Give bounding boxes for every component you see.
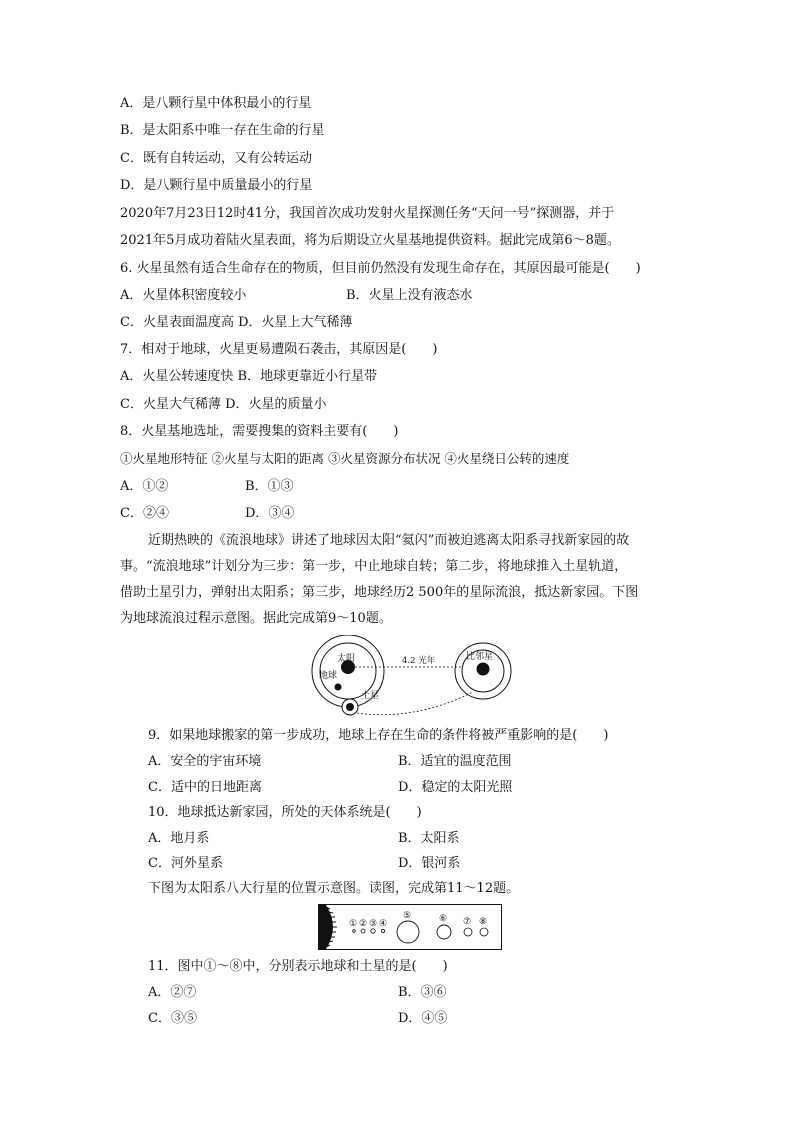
proxima-label: 比邻星 bbox=[466, 652, 494, 662]
question-6-option-a: A．火星体积密度较小 bbox=[120, 288, 247, 303]
planet-label-1: ① bbox=[349, 919, 358, 929]
intro-earth-line3: 借助土星引力，弹射出太阳系；第三步，地球经历2 500年的星际流浪，抵达新家园。下图 bbox=[120, 585, 639, 600]
question-6-stem: 6. 火星虽然有适合生命存在的物质，但目前仍然没有发现生命存在，其原因最可能是( ) bbox=[120, 261, 641, 276]
question-11-stem: 11．图中①～⑧中，分别表示地球和土星的是( ) bbox=[148, 959, 448, 974]
question-11-option-d: D．④⑤ bbox=[398, 1011, 448, 1026]
intro-mars-line2: 2021年5月成功着陆火星表面，将为后期设立火星基地提供资料。据此完成第6～8题。 bbox=[120, 233, 620, 248]
question-10-option-b: B．太阳系 bbox=[398, 831, 460, 846]
planet-label-6: ⑥ bbox=[439, 914, 448, 924]
saturn-dot bbox=[346, 703, 354, 711]
question-7-option-cd: C．火星大气稀薄 D．火星的质量小 bbox=[120, 397, 327, 412]
earth-label: 地球 bbox=[319, 671, 338, 681]
saturn-label: 土星 bbox=[361, 691, 380, 701]
question-8-option-a: A．①② bbox=[120, 479, 169, 494]
question-10-option-c: C．河外星系 bbox=[148, 856, 223, 871]
question-7-option-ab: A．火星公转速度快 B．地球更靠近小行星带 bbox=[120, 369, 378, 384]
planet-label-4: ④ bbox=[379, 919, 388, 929]
distance-label: 4.2 光年 bbox=[402, 656, 436, 666]
question-6-option-b: B．火星上没有液态水 bbox=[346, 288, 473, 303]
option-b: B．是太阳系中唯一存在生命的行星 bbox=[120, 123, 325, 138]
question-8-option-d: D．③④ bbox=[245, 506, 295, 521]
question-6-option-cd: C．火星表面温度高 D．火星上大气稀薄 bbox=[120, 315, 353, 330]
sun-label: 太阳 bbox=[337, 654, 356, 664]
intro-earth-line2: 事。“流浪地球”计划分为三步：第一步，中止地球自转；第二步，将地球推入土星轨道， bbox=[120, 559, 628, 574]
planets-diagram bbox=[318, 904, 502, 950]
question-9-option-d: D．稳定的太阳光照 bbox=[398, 780, 513, 795]
question-10-option-a: A．地月系 bbox=[148, 831, 210, 846]
question-8-option-c: C．②④ bbox=[120, 506, 169, 521]
earth-dot bbox=[335, 684, 342, 691]
question-7-stem: 7．相对于地球，火星更易遭陨石袭击，其原因是( ) bbox=[120, 342, 438, 357]
planet-label-3: ③ bbox=[369, 919, 378, 929]
question-9-option-c: C．适中的日地距离 bbox=[148, 780, 262, 795]
question-9-option-b: B．适宜的温度范围 bbox=[398, 754, 512, 769]
option-c: C．既有自转运动，又有公转运动 bbox=[120, 151, 312, 166]
planet-label-7: ⑦ bbox=[463, 917, 472, 927]
proxima-dot bbox=[477, 663, 490, 676]
planet-label-2: ② bbox=[359, 919, 368, 929]
question-10-option-d: D．银河系 bbox=[398, 856, 461, 871]
question-8-items: ①火星地形特征 ②火星与太阳的距离 ③火星资源分布状况 ④火星绕日公转的速度 bbox=[120, 451, 570, 466]
question-11-option-c: C．③⑤ bbox=[148, 1011, 197, 1026]
option-d: D．是八颗行星中质量最小的行星 bbox=[120, 178, 313, 193]
question-9-option-a: A．安全的宇宙环境 bbox=[148, 754, 262, 769]
question-8-option-b: B．①③ bbox=[245, 479, 294, 494]
intro-planets-line1: 下图为太阳系八大行星的位置示意图。读图，完成第11～12题。 bbox=[148, 881, 520, 896]
intro-earth-line4: 为地球流浪过程示意图。据此完成第9～10题。 bbox=[120, 611, 392, 626]
question-11-option-b: B．③⑥ bbox=[398, 985, 447, 1000]
question-8-stem: 8．火星基地选址，需要搜集的资料主要有( ) bbox=[120, 424, 399, 439]
planet-label-5: ⑤ bbox=[403, 911, 412, 921]
intro-earth-line1: 近期热映的《流浪地球》讲述了地球因太阳“氦闪”而被迫逃离太阳系寻找新家园的故 bbox=[148, 533, 630, 548]
option-a: A．是八颗行星中体积最小的行星 bbox=[120, 96, 312, 111]
question-9-stem: 9．如果地球搬家的第一步成功，地球上存在生命的条件将被严重影响的是( ) bbox=[148, 728, 609, 743]
question-11-option-a: A．②⑦ bbox=[148, 985, 197, 1000]
wandering-earth-diagram bbox=[305, 635, 520, 720]
question-10-stem: 10．地球抵达新家园，所处的天体系统是( ) bbox=[148, 805, 422, 820]
planet-label-8: ⑧ bbox=[479, 917, 488, 927]
intro-mars-line1: 2020年7月23日12时41分，我国首次成功发射火星探测任务“天问一号”探测器，并于 bbox=[120, 206, 615, 221]
